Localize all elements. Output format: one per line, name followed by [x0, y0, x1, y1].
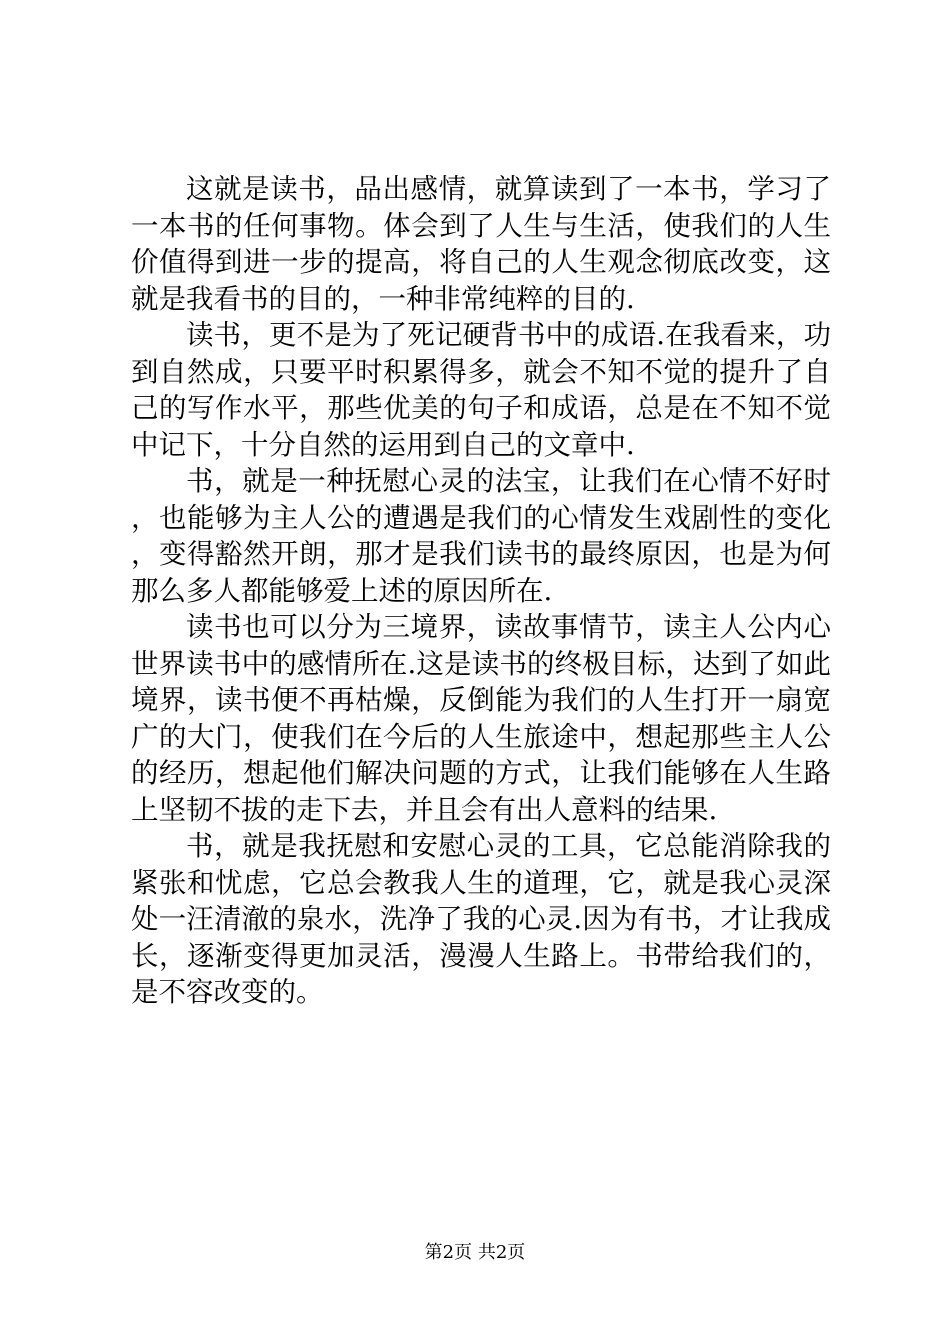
paragraph-2: 读书，更不是为了死记硬背书中的成语.在我看来，功到自然成，只要平时积累得多，就会不知不觉的提升了自己的写作水平，那些优美的句子和成语，总是在不知不觉中记下，十分自然的运用到自己的文章中. — [131, 319, 831, 461]
paragraph-1: 这就是读书，品出感情，就算读到了一本书，学习了一本书的任何事物。体会到了人生与生活，使我们的人生价值得到进一步的提高，将自己的人生观念彻底改变，这就是我看书的目的，一种非常纯粹的目的. — [131, 173, 831, 315]
paragraph-4: 读书也可以分为三境界，读故事情节，读主人公内心世界读书中的感情所在.这是读书的终极目标，达到了如此境界，读书便不再枯燥，反倒能为我们的人生打开一扇宽广的大门，使我们在今后的人生旅途中，想起那些主人公的经历，想起他们解决问题的方式，让我们能够在人生路上坚韧不拔的走下去，并且会有出人意料的结果. — [131, 611, 831, 826]
page-number-footer: 第2页 共2页 — [424, 1242, 526, 1263]
paragraph-5: 书，就是我抚慰和安慰心灵的工具，它总能消除我的紧张和忧虑，它总会教我人生的道理，它，就是我心灵深处一汪清澈的泉水，洗净了我的心灵.因为有书，才让我成长，逐渐变得更加灵活，漫漫人生路上。书带给我们的，是不容改变的。 — [131, 830, 831, 1008]
paragraph-3: 书，就是一种抚慰心灵的法宝，让我们在心情不好时，也能够为主人公的遭遇是我们的心情发生戏剧性的变化，变得豁然开朗，那才是我们读书的最终原因，也是为何那么多人都能够爱上述的原因所在. — [131, 465, 831, 607]
document-body — [131, 171, 831, 1011]
